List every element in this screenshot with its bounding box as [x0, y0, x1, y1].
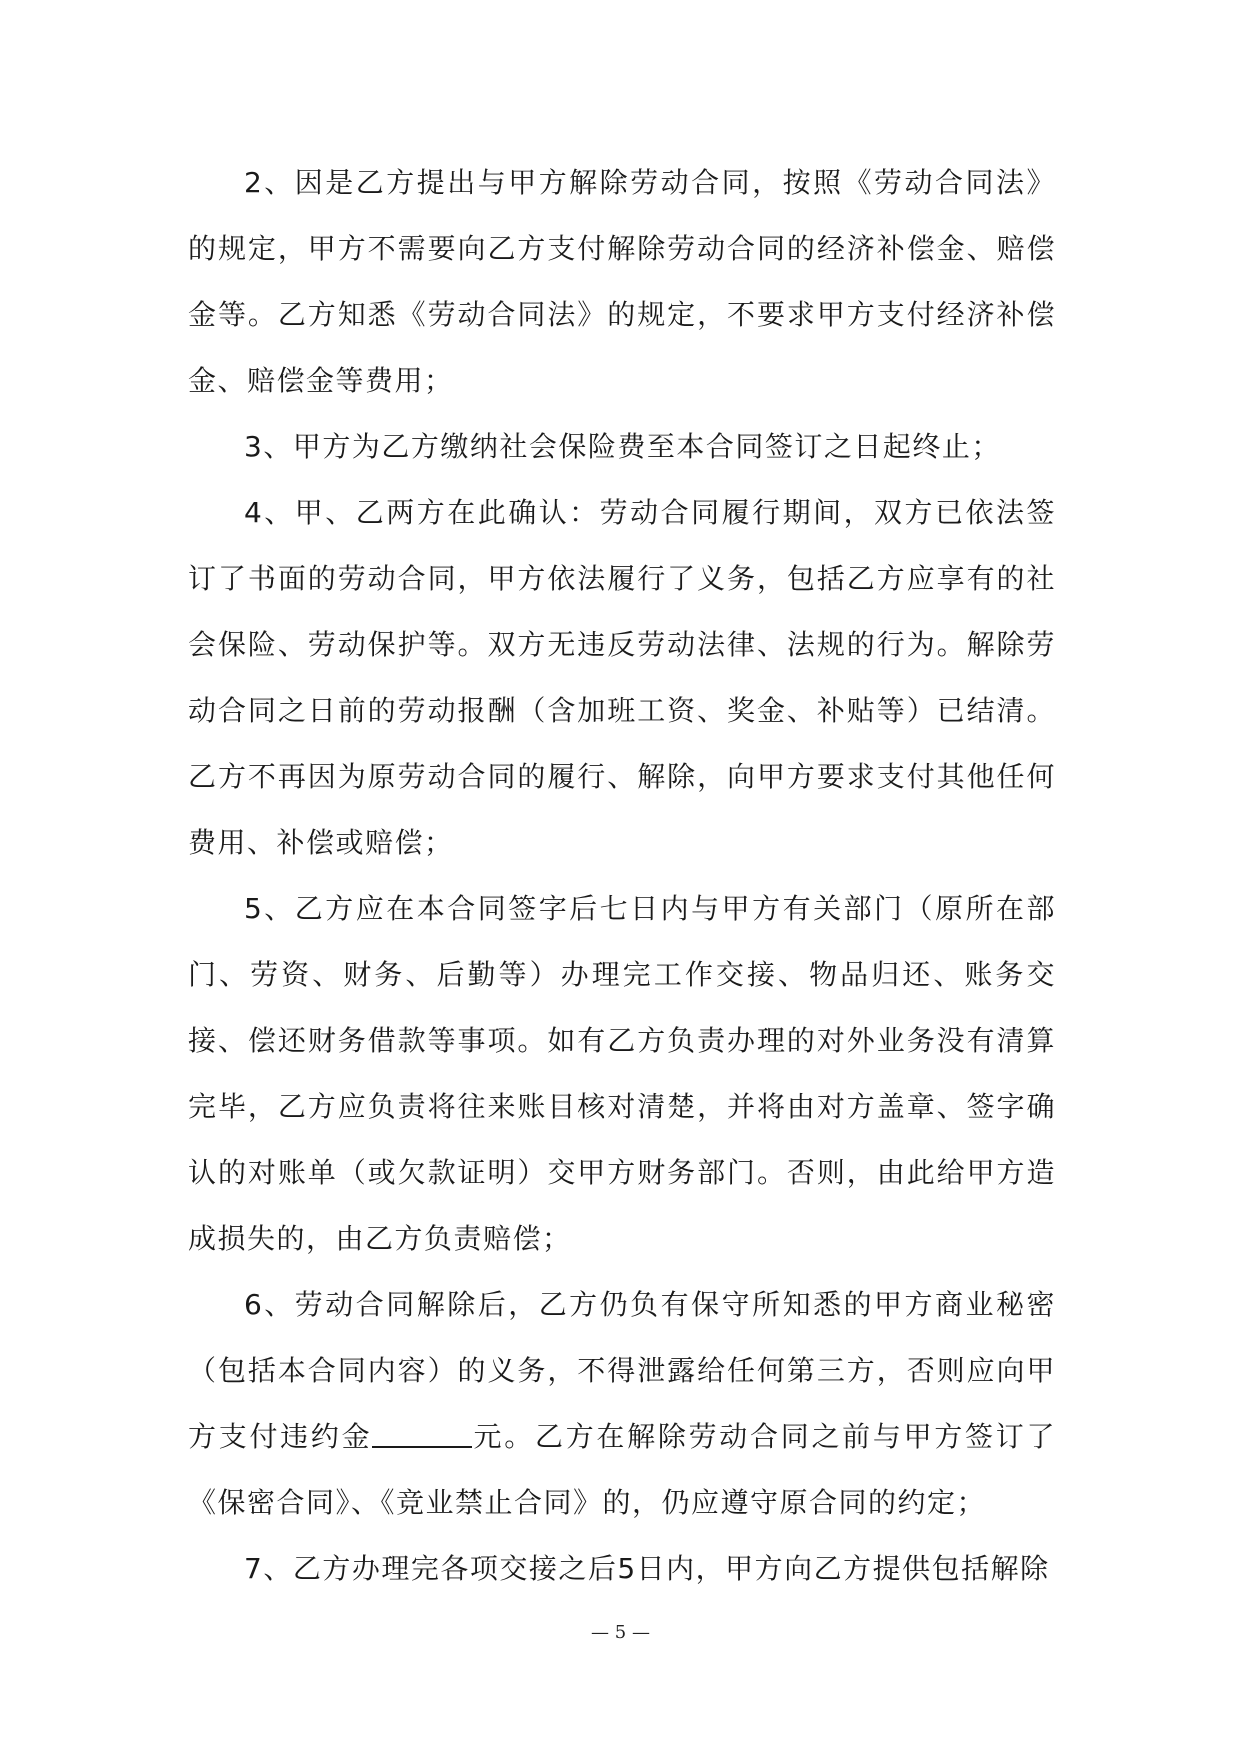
page-number: — 5 —	[591, 1622, 650, 1643]
clause-7: 7、乙方办理完各项交接之后5日内，甲方向乙方提供包括解除	[244, 1552, 1050, 1585]
contract-body	[188, 150, 1056, 1602]
clause-3: 3、甲方为乙方缴纳社会保险费至本合同签订之日起终止；	[244, 430, 1001, 463]
clause-6	[188, 1272, 1056, 1536]
clause-6-text-part1: 6、劳动合同解除后，乙方仍负有保守所知悉的甲方商业秘密（包括本合同内容）的义务，不得泄露给任何第三方，否则应向甲方支付违约金	[188, 1288, 1056, 1453]
clause-2: 2、因是乙方提出与甲方解除劳动合同，按照《劳动合同法》的规定，甲方不需要向乙方支付解除劳动合同的经济补偿金、赔偿金等。乙方知悉《劳动合同法》的规定，不要求甲方支付经济补偿金、赔偿金等费用；	[188, 166, 1056, 397]
penalty-amount-blank	[372, 1422, 472, 1448]
clause-4: 4、甲、乙两方在此确认：劳动合同履行期间，双方已依法签订了书面的劳动合同，甲方依法履行了义务，包括乙方应享有的社会保险、劳动保护等。双方无违反劳动法律、法规的行为。解除劳动合同之日前的劳动报酬（含加班工资、奖金、补贴等）已结清。乙方不再因为原劳动合同的履行、解除，向甲方要求支付其他任何费用、补偿或赔偿；	[188, 496, 1056, 859]
clause-6-text-part2: 元。乙方在解除劳动合同之前与甲方签订了《保密合同》、《竞业禁止合同》的，仍应遵守原合同的约定；	[188, 1420, 1056, 1519]
clause-5: 5、乙方应在本合同签字后七日内与甲方有关部门（原所在部门、劳资、财务、后勤等）办理完工作交接、物品归还、账务交接、偿还财务借款等事项。如有乙方负责办理的对外业务没有清算完毕，乙方应负责将往来账目核对清楚，并将由对方盖章、签字确认的对账单（或欠款证明）交甲方财务部门。否则，由此给甲方造成损失的，由乙方负责赔偿；	[188, 892, 1056, 1255]
